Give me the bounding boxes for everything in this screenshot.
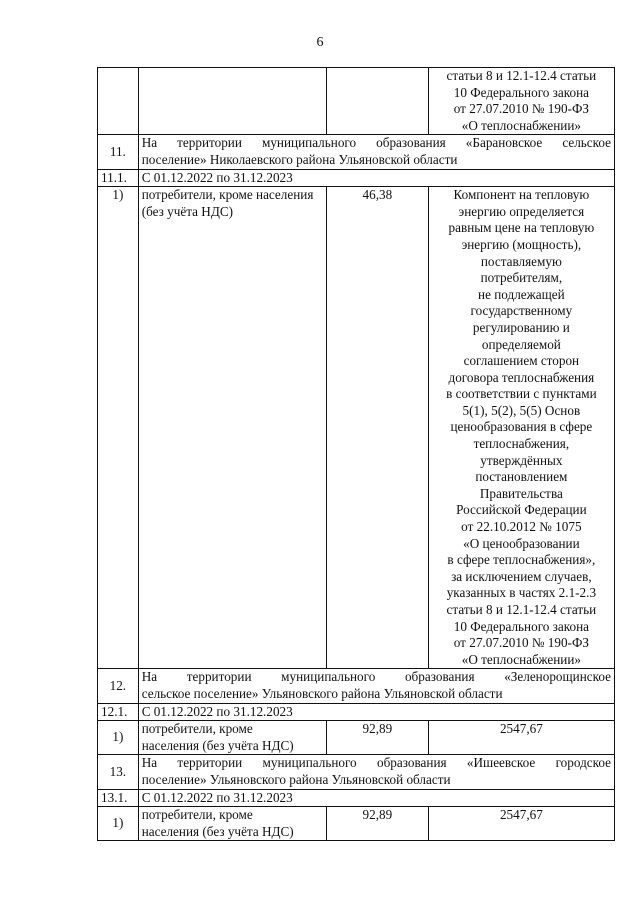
section-number: 13. bbox=[98, 755, 139, 789]
value-cell-2: 2547,67 bbox=[428, 807, 614, 841]
period-row bbox=[98, 169, 615, 187]
section-title: На территории муниципального образования «Барановское сельское поселение» Николаевского района Ульяновской области bbox=[138, 135, 614, 169]
period-row bbox=[98, 789, 615, 807]
period-number: 12.1. bbox=[98, 703, 139, 721]
table-row bbox=[98, 807, 615, 841]
section-row bbox=[98, 669, 615, 703]
table-row bbox=[98, 187, 615, 669]
value-cell: 92,89 bbox=[326, 721, 428, 755]
comment-cell: статьи 8 и 12.1-12.4 статьи 10 Федерального закона от 27.07.2010 № 190-ФЗ «О теплоснабжении» bbox=[428, 68, 614, 135]
row-number: 1) bbox=[98, 807, 139, 841]
period-text: С 01.12.2022 по 31.12.2023 bbox=[138, 169, 614, 187]
period-row bbox=[98, 703, 615, 721]
table-row bbox=[98, 721, 615, 755]
section-number: 12. bbox=[98, 669, 139, 703]
section-title: На территории муниципального образования «Зеленорощинское сельское поселение» Ульяновского района Ульяновской области bbox=[138, 669, 614, 703]
row-number: 1) bbox=[98, 187, 139, 669]
tariff-table bbox=[97, 67, 615, 841]
value-cell: 46,38 bbox=[326, 187, 428, 669]
section-row bbox=[98, 135, 615, 169]
period-number: 11.1. bbox=[98, 169, 139, 187]
value-cell: 92,89 bbox=[326, 807, 428, 841]
table-row bbox=[98, 68, 615, 135]
comment-cell: Компонент на тепловую энергию определяется равным цене на тепловую энергию (мощность), поставляемую потребителям, не подлежащей государственному регулированию и определяемой соглашением сторон договора теплоснабжения в соответствии с пунктами 5(1), 5(2), 5(5) Основ ценообразования в сфере теплоснабжения, утверждённых постановлением Правительства Российской Федерации от 22.10.2012 № 1075 «О ценообразовании в сфере теплоснабжения», за исключением случаев, указанных в частях 2.1-2.3 статьи 8 и 12.1-12.4 статьи 10 Федерального закона от 27.07.2010 № 190-ФЗ «О теплоснабжении» bbox=[428, 187, 614, 669]
page-number: 6 bbox=[316, 35, 324, 50]
consumer-cell: потребители, кроме населения (без учёта НДС) bbox=[138, 721, 326, 755]
value-cell-2: 2547,67 bbox=[428, 721, 614, 755]
section-number: 11. bbox=[98, 135, 139, 169]
consumer-cell: потребители, кроме населения (без учёта НДС) bbox=[138, 807, 326, 841]
row-number: 1) bbox=[98, 721, 139, 755]
consumer-cell: потребители, кроме населения (без учёта НДС) bbox=[138, 187, 326, 669]
period-number: 13.1. bbox=[98, 789, 139, 807]
period-text: С 01.12.2022 по 31.12.2023 bbox=[138, 703, 614, 721]
section-title: На территории муниципального образования «Ишеевское городское поселение» Ульяновского района Ульяновской области bbox=[138, 755, 614, 789]
period-text: С 01.12.2022 по 31.12.2023 bbox=[138, 789, 614, 807]
section-row bbox=[98, 755, 615, 789]
